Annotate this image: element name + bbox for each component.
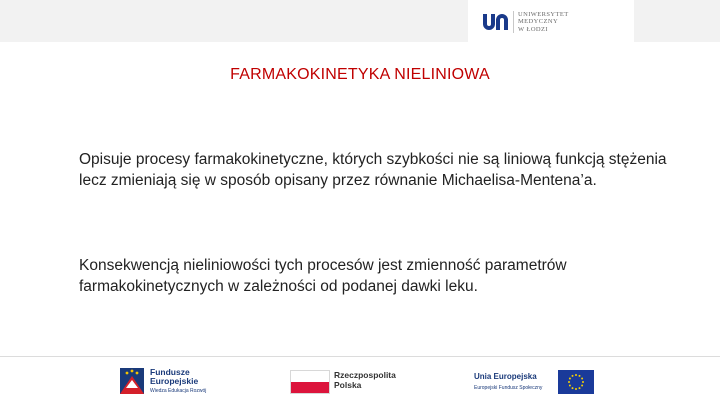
flag-white-stripe (291, 371, 329, 382)
fundusze-europejskie-icon (118, 366, 146, 396)
university-name-line-1: UNIWERSYTET (518, 11, 569, 18)
university-logo (468, 0, 634, 42)
fundusze-title-line-2: Europejskie (150, 376, 199, 386)
university-name-line-3: W ŁODZI (518, 25, 548, 33)
rzeczpospolita-line-2: Polska (334, 380, 362, 390)
fundusze-europejskie-logo (118, 364, 230, 398)
university-name-line-2: MEDYCZNY (518, 18, 559, 26)
flag-red-stripe (291, 382, 329, 393)
ue-subtitle: Europejski Fundusz Społeczny (474, 385, 543, 391)
university-name (518, 11, 569, 33)
paragraph-1: Opisuje procesy farmakokinetyczne, których szybkości nie są liniową funkcją stężenia lecz zmieniają się w sposób opisany przez równanie Michaelisa-Mentena’a. (79, 151, 667, 189)
logo-separator (513, 11, 514, 33)
paragraph-2: Konsekwencją nieliniowości tych procesów jest zmienność parametrów farmakokinetycznych w zależności od podanej dawki leku. (79, 257, 567, 295)
rzeczpospolita-text (334, 370, 396, 390)
fundusze-title (150, 368, 198, 386)
rzeczpospolita-logo (290, 364, 410, 398)
footer-divider (0, 356, 720, 357)
slide-title: FARMAKOKINETYKA NIELINIOWA (230, 66, 490, 83)
unia-europejska-logo (474, 364, 596, 398)
ue-title: Unia Europejska (474, 372, 537, 381)
fundusze-title-line-1: Fundusze (150, 367, 190, 377)
polish-flag-icon (290, 370, 330, 394)
fundusze-subtitle: Wiedza Edukacja Rozwój (150, 388, 207, 394)
eu-flag-icon (558, 370, 594, 394)
rzeczpospolita-line-1: Rzeczpospolita (334, 370, 396, 380)
um-logo-icon (482, 10, 510, 34)
